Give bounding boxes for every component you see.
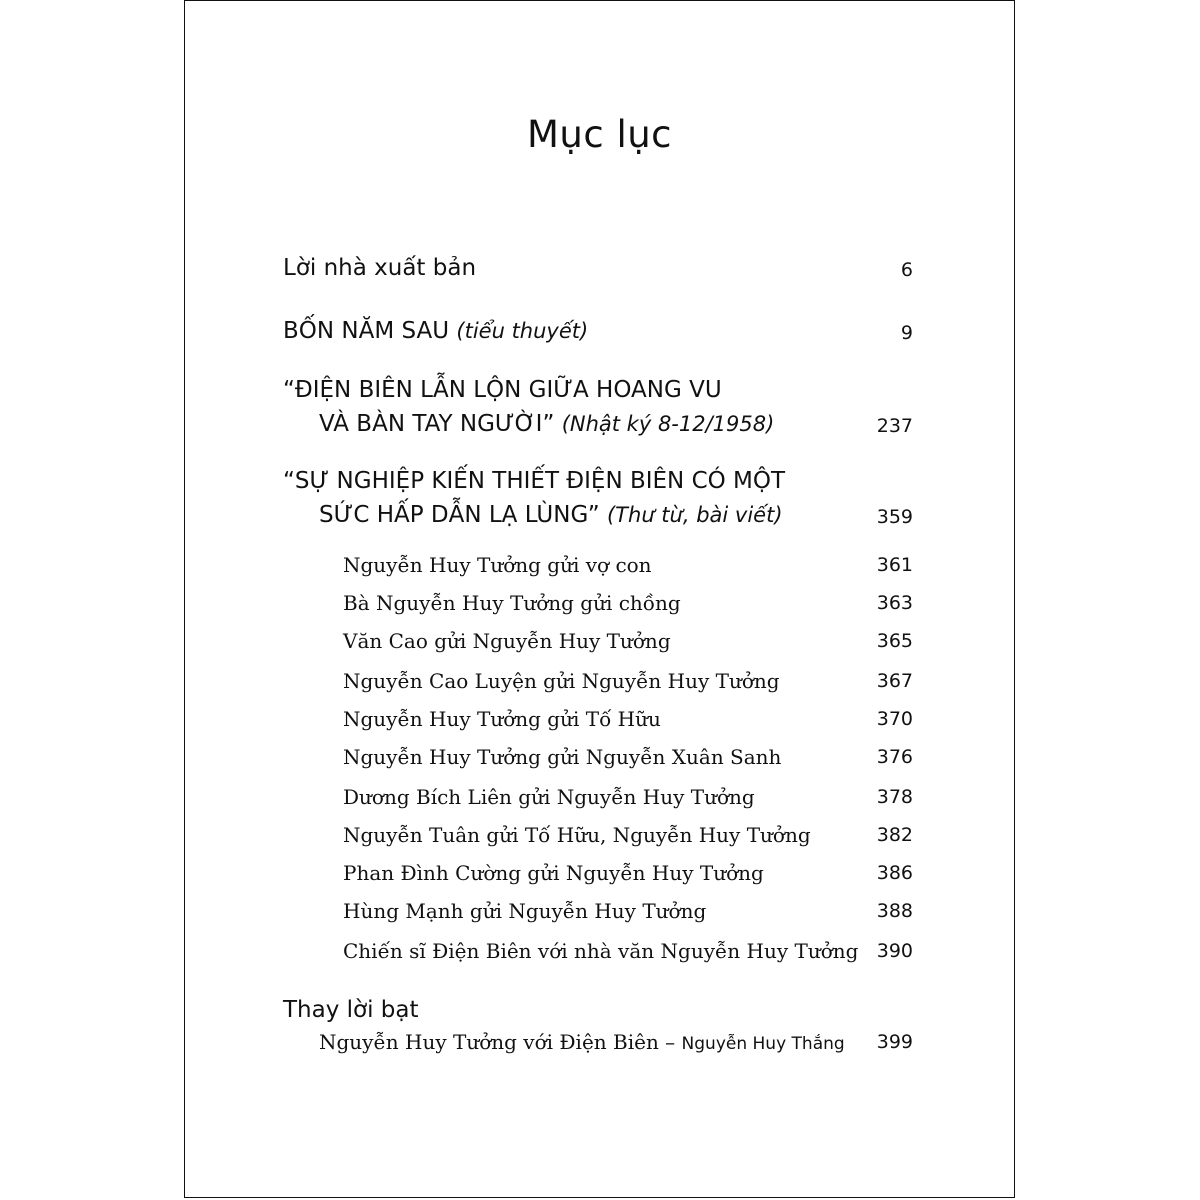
toc-sub-entry[interactable] <box>343 783 913 811</box>
toc-page-number: 382 <box>876 824 913 846</box>
toc-sub-entry[interactable] <box>343 859 913 887</box>
toc-sub-entry[interactable] <box>343 743 913 771</box>
toc-page-number: 365 <box>876 630 913 652</box>
toc-entry-title: BỐN NĂM SAU <box>283 318 450 344</box>
toc-entry-title-line1: “SỰ NGHIỆP KIẾN THIẾT ĐIỆN BIÊN CÓ MỘT <box>283 468 786 494</box>
toc-entry-note: (Nhật ký 8-12/1958) <box>561 412 775 436</box>
toc-entry-title-line2: VÀ BÀN TAY NGƯỜI” <box>319 411 555 437</box>
toc-page-number: 363 <box>876 592 913 614</box>
toc-sub-entry[interactable] <box>343 937 913 965</box>
toc-sub-entry[interactable] <box>343 821 913 849</box>
toc-sub-entry-title: Dương Bích Liên gửi Nguyễn Huy Tưởng <box>343 785 755 809</box>
toc-entry-thay-loi-bat[interactable]: Thay lời bạt <box>283 997 419 1023</box>
toc-sub-entry-title: Phan Đình Cường gửi Nguyễn Huy Tưởng <box>343 861 764 885</box>
toc-sub-entry[interactable] <box>343 627 913 655</box>
toc-page-number: 6 <box>900 259 913 281</box>
toc-sub-entry-title: Bà Nguyễn Huy Tưởng gửi chồng <box>343 591 681 615</box>
toc-entry-dien-bien-lan-lon[interactable] <box>283 373 913 441</box>
toc-sub-entry-title: Nguyễn Cao Luyện gửi Nguyễn Huy Tưởng <box>343 669 780 693</box>
toc-entry-su-nghiep[interactable] <box>283 464 913 532</box>
book-page <box>184 0 1015 1198</box>
toc-sub-entry-title: Nguyễn Tuân gửi Tố Hữu, Nguyễn Huy Tưởng <box>343 823 811 847</box>
toc-entry-note: (Thư từ, bài viết) <box>606 503 783 527</box>
toc-sub-entry[interactable] <box>343 589 913 617</box>
toc-page-number: 361 <box>876 554 913 576</box>
toc-page-number: 390 <box>876 940 913 962</box>
toc-page-number: 370 <box>876 708 913 730</box>
toc-entry-title: Lời nhà xuất bản <box>283 255 477 281</box>
toc-page-number: 399 <box>876 1031 913 1053</box>
toc-sub-entry-title: Chiến sĩ Điện Biên với nhà văn Nguyễn Huy Tưởng <box>343 939 859 963</box>
toc-sub-entry-title: Văn Cao gửi Nguyễn Huy Tưởng <box>343 629 671 653</box>
toc-sub-entry-title: Nguyễn Huy Tưởng gửi Tố Hữu <box>343 707 661 731</box>
page-title: Mục lục <box>526 113 673 156</box>
toc-sub-entry[interactable] <box>343 705 913 733</box>
toc-sub-entry-title: Nguyễn Huy Tưởng với Điện Biên – <box>319 1030 676 1054</box>
toc-sub-entry-title: Nguyễn Huy Tưởng gửi Nguyễn Xuân Sanh <box>343 745 782 769</box>
toc-sub-entry-afterword[interactable] <box>319 1028 913 1058</box>
toc-entry-title-line2: SỨC HẤP DẪN LẠ LÙNG” <box>319 502 600 528</box>
toc-page-number: 386 <box>876 862 913 884</box>
toc-sub-entry[interactable] <box>343 667 913 695</box>
toc-page-number: 359 <box>876 506 913 528</box>
toc-sub-entry-author: Nguyễn Huy Thắng <box>681 1034 845 1054</box>
toc-page-number: 9 <box>900 322 913 344</box>
toc-page-number: 376 <box>876 746 913 768</box>
toc-page-number: 367 <box>876 670 913 692</box>
toc-entry-note: (tiểu thuyết) <box>456 319 589 343</box>
toc-entry-title-line1: “ĐIỆN BIÊN LẪN LỘN GIỮA HOANG VU <box>283 377 722 403</box>
toc-page-number: 388 <box>876 900 913 922</box>
toc-entry-bon-nam-sau[interactable] <box>283 314 913 348</box>
toc-sub-entry-title: Hùng Mạnh gửi Nguyễn Huy Tưởng <box>343 899 707 923</box>
toc-sub-entry[interactable] <box>343 551 913 579</box>
toc-sub-entry[interactable] <box>343 897 913 925</box>
toc-page-number: 237 <box>876 415 913 437</box>
toc-entry-loi-nha-xuat-ban[interactable] <box>283 251 913 285</box>
toc-sub-entry-title: Nguyễn Huy Tưởng gửi vợ con <box>343 553 652 577</box>
toc-page-number: 378 <box>876 786 913 808</box>
